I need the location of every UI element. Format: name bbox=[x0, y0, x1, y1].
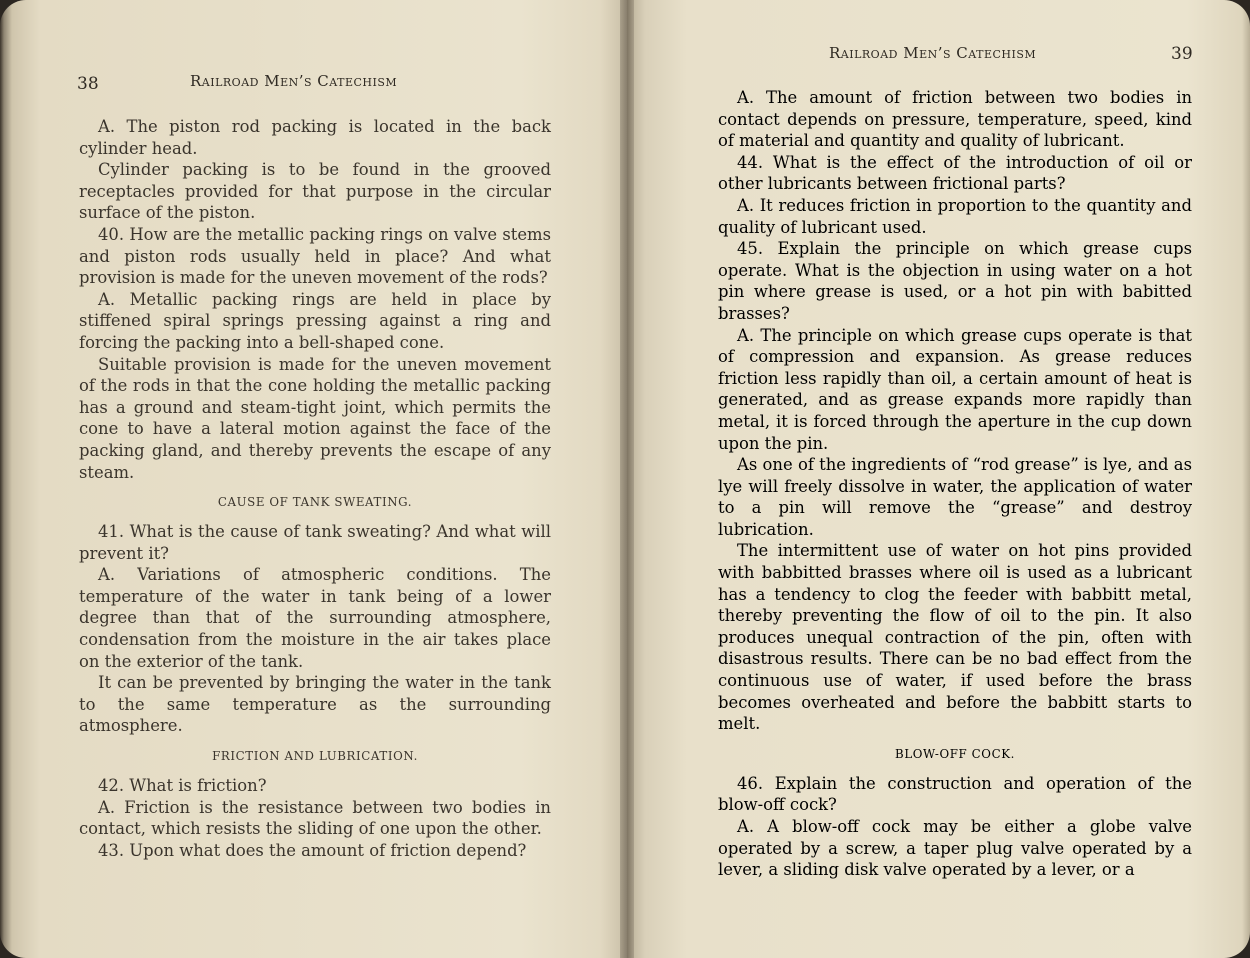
paragraph: Cylinder packing is to be found in the grooved receptacles provided for that purpose in the circular surface of the piston. bbox=[79, 160, 551, 223]
right-running-head: Railroad Men’s Catechism bbox=[829, 44, 1037, 62]
left-page-number: 38 bbox=[77, 74, 99, 94]
paragraph: 42. What is friction? bbox=[98, 776, 267, 796]
paragraph: 40. How are the metallic packing rings on valve stems and piston rods usually held in place? And what provision is made for the uneven movement of the rods? bbox=[79, 224, 551, 288]
paragraph: A. It reduces friction in proportion to the quantity and quality of lubricant used. bbox=[718, 195, 1192, 237]
paragraph: 43. Upon what does the amount of friction depend? bbox=[98, 840, 527, 860]
right-page-number: 39 bbox=[1171, 44, 1193, 64]
section-heading: CAUSE OF TANK SWEATING. bbox=[217, 495, 413, 510]
paragraph: 46. Explain the construction and operation of the blow-off cock? bbox=[718, 773, 1192, 815]
paragraph: As one of the ingredients of “rod grease” is lye, and as lye will freely dissolve in water, the application of water to a pin will remove the “grease” and destroy lubrication. bbox=[718, 455, 1192, 539]
paragraph: A. The piston rod packing is located in the back cylinder head. bbox=[79, 117, 551, 158]
paragraph: Suitable provision is made for the uneven movement of the rods in that the cone holding the metallic packing has a ground and steam-tight joint, which permits the cone to have a lateral motion against the face of the packing gland, and thereby prevents the escape of any steam. bbox=[79, 354, 551, 482]
paragraph: 41. What is the cause of tank sweating? And what will prevent it? bbox=[79, 522, 551, 563]
paragraph: 45. Explain the principle on which grease cups operate. What is the objection in using water on a hot pin where grease is used, or a hot pin with babitted brasses? bbox=[718, 239, 1192, 323]
paragraph: 44. What is the effect of the introduction of oil or other lubricants between frictional parts? bbox=[718, 152, 1192, 194]
section-heading: FRICTION AND LUBRICATION. bbox=[212, 749, 418, 764]
section-heading: BLOW-OFF COCK. bbox=[895, 746, 1015, 761]
paragraph: A. Variations of atmospheric conditions. The temperature of the water in tank being of a lower degree than that of the surrounding atmosphere, condensation from the moisture in the air takes place on the exterior of the tank. bbox=[79, 565, 551, 671]
paragraph: A. The amount of friction between two bodies in contact depends on pressure, temperature, speed, kind of material and quantity and quality of lubricant. bbox=[718, 88, 1192, 151]
paragraph: The intermittent use of water on hot pins provided with babbitted brasses where oil is used as a lubricant has a tendency to clog the feeder with babbitt metal, thereby preventing the flow of oil to the pin. It also produces unequal contraction of the pin, often with disastrous results. There can be no bad effect from the continuous use of water, if used before the brass becomes overheated and before the babbitt starts to melt. bbox=[718, 541, 1192, 734]
left-page-text bbox=[79, 116, 551, 861]
paragraph: It can be prevented by bringing the water in the tank to the same temperature as the surrounding atmosphere. bbox=[79, 673, 551, 736]
paragraph: A. Friction is the resistance between two bodies in contact, which resists the sliding of one upon the other. bbox=[79, 797, 551, 839]
book-gutter bbox=[620, 0, 634, 958]
right-page-text bbox=[718, 87, 1192, 881]
paragraph: A. Metallic packing rings are held in place by stiffened spiral springs pressing against a ring and forcing the packing into a bell-shaped cone. bbox=[79, 289, 551, 352]
paragraph: A. The principle on which grease cups operate is that of compression and expansion. As grease reduces friction less rapidly than oil, a certain amount of heat is generated, and as grease expands more rapidly than metal, it is forced through the aperture in the cup down upon the pin. bbox=[718, 325, 1192, 453]
paragraph: A. A blow-off cock may be either a globe valve operated by a screw, a taper plug valve operated by a lever, a sliding disk valve operated by a lever, or a bbox=[718, 817, 1192, 880]
left-running-head: Railroad Men’s Catechism bbox=[190, 72, 398, 90]
